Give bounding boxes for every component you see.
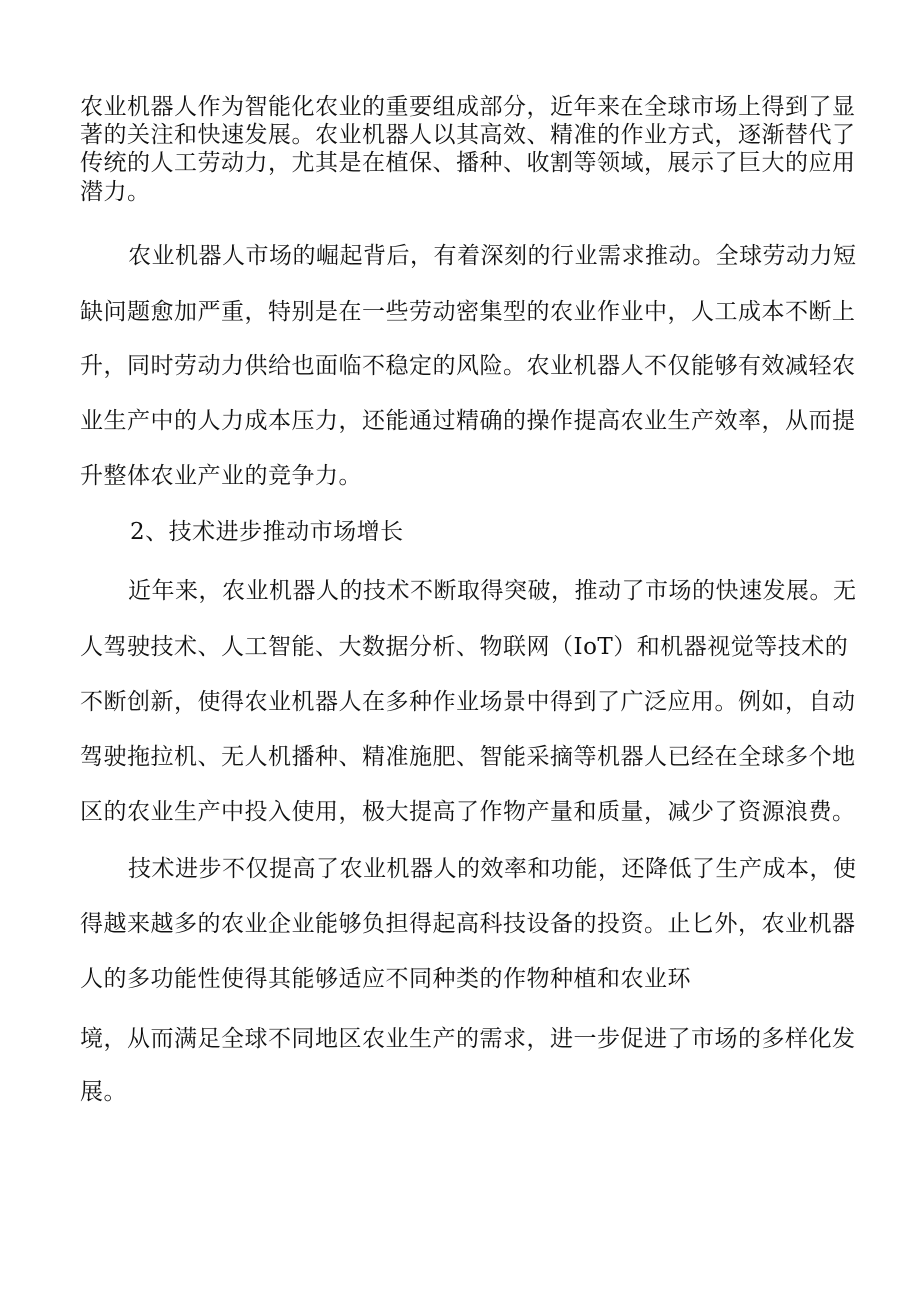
- paragraph-3-line-2: 人驾驶技术、人工智能、大数据分析、物联网（IoT）和机器视觉等技术的: [80, 634, 849, 660]
- paragraph-4-line-4: 境，从而满足全球不同地区农业生产的需求，进一步促进了市场的多样化发: [80, 1026, 856, 1052]
- paragraph-2-line-5: 升整体农业产业的竞争力。: [80, 463, 362, 489]
- paragraph-2-line-2: 缺问题愈加严重，特别是在一些劳动密集型的农业作业中，人工成本不断上: [80, 299, 856, 325]
- paragraph-4-line-3: 人的多功能性使得其能够适应不同种类的作物种植和农业环: [80, 966, 691, 992]
- paragraph-3-line-4: 驾驶拖拉机、无人机播种、精准施肥、智能采摘等机器人已经在全球多个地: [80, 744, 856, 770]
- paragraph-2-line-1: 农业机器人市场的崛起背后，有着深刻的行业需求推动。全球劳动力短: [128, 243, 857, 269]
- section-heading: 2、技术进步推动市场增长: [130, 519, 404, 545]
- paragraph-4-line-5: 展。: [80, 1079, 127, 1105]
- paragraph-2-line-3: 升，同时劳动力供给也面临不稳定的风险。农业机器人不仅能够有效减轻农: [80, 353, 856, 379]
- paragraph-3-line-1: 近年来，农业机器人的技术不断取得突破，推动了市场的快速发展。无: [128, 578, 857, 604]
- paragraph-1-line-2: 著的关注和快速发展。农业机器人以其高效、精准的作业方式，逐渐替代了: [80, 122, 856, 148]
- paragraph-2-line-4: 业生产中的人力成本压力，还能通过精确的操作提高农业生产效率，从而提: [80, 408, 856, 434]
- paragraph-1-line-3: 传统的人工劳动力，尤其是在植保、播种、收割等领域，展示了巨大的应用: [80, 150, 856, 176]
- paragraph-1-line-1: 农业机器人作为智能化农业的重要组成部分，近年来在全球市场上得到了显: [80, 94, 856, 120]
- paragraph-3-line-5: 区的农业生产中投入使用，极大提高了作物产量和质量，减少了资源浪费。: [80, 799, 856, 825]
- paragraph-1-line-4: 潜力。: [80, 179, 151, 205]
- paragraph-3-line-3: 不断创新，使得农业机器人在多种作业场景中得到了广泛应用。例如，自动: [80, 689, 856, 715]
- paragraph-4-line-2: 得越来越多的农业企业能够负担得起高科技设备的投资。止匕外，农业机器: [80, 911, 856, 937]
- paragraph-4-line-1: 技术进步不仅提高了农业机器人的效率和功能，还降低了生产成本，使: [128, 856, 857, 882]
